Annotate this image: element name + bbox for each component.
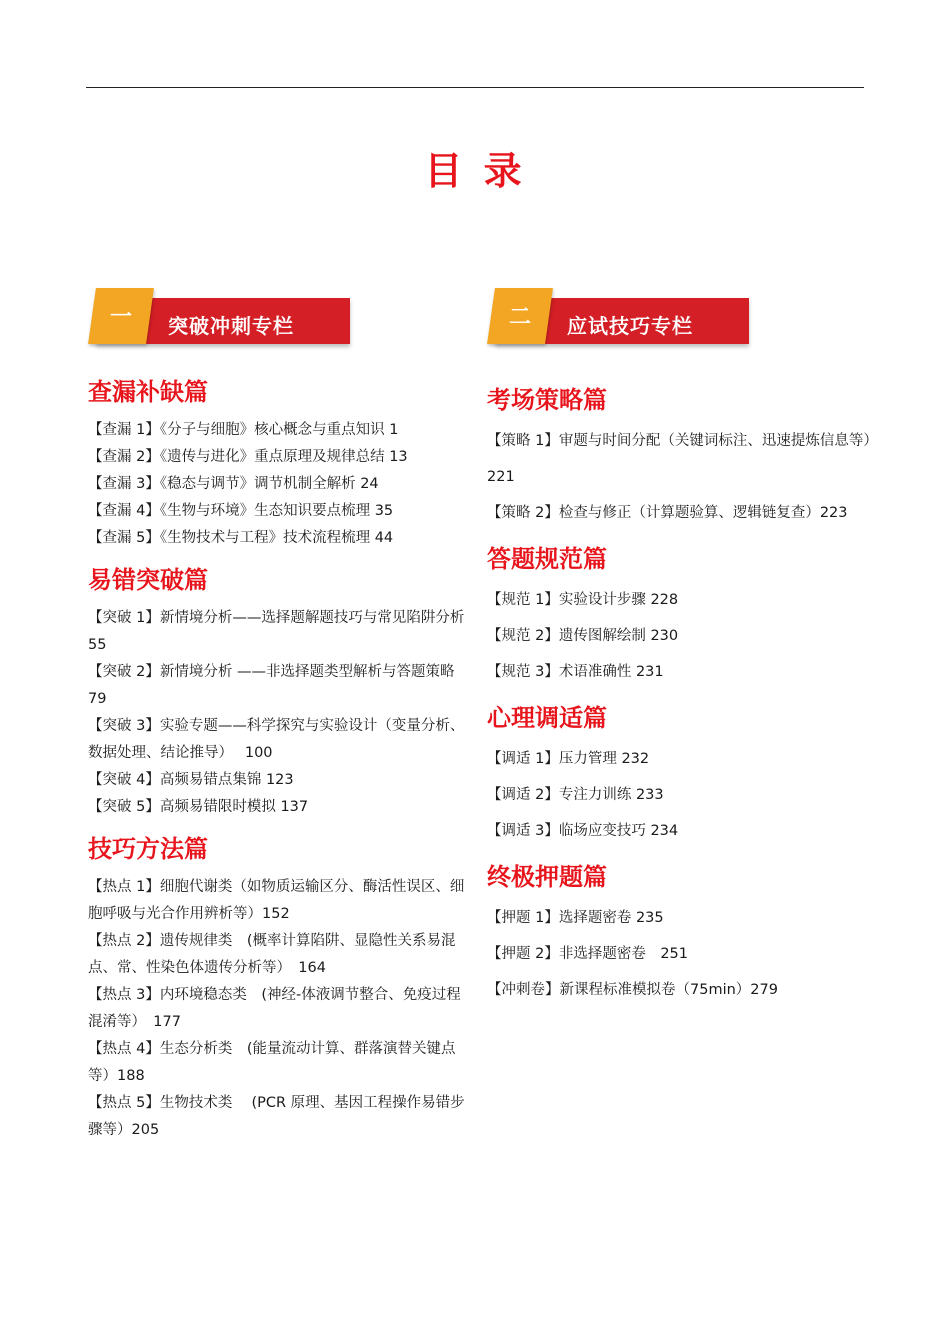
column-banner-1 <box>88 288 350 350</box>
toc-entry[interactable]: 【策略 2】检查与修正（计算题验算、逻辑链复查）223 <box>487 505 848 521</box>
section-heading-kaochang: 考场策略篇 <box>487 386 607 414</box>
section-heading-chalou: 查漏补缺篇 <box>88 378 208 406</box>
top-rule <box>86 87 864 88</box>
toc-entry[interactable]: 【热点 4】生态分析类 (能量流动计算、群落演替关键点等）188 <box>88 1041 456 1084</box>
toc-entry[interactable]: 【策略 1】审题与时间分配（关键词标注、迅速提炼信息等）221 <box>487 433 878 485</box>
toc-entry[interactable]: 【规范 2】遗传图解绘制 230 <box>487 628 679 644</box>
toc-entry[interactable]: 【调适 3】临场应变技巧 234 <box>487 823 679 839</box>
toc-entry[interactable]: 【热点 2】遗传规律类 (概率计算陷阱、显隐性关系易混点、常、性染色体遗传分析等） 164 <box>88 933 456 976</box>
toc-entry[interactable]: 【调适 1】压力管理 232 <box>487 751 650 767</box>
toc-entry[interactable]: 【热点 3】内环境稳态类 (神经-体液调节整合、免疫过程混淆等） 177 <box>88 987 461 1030</box>
page-title: 目 录 <box>424 149 526 193</box>
toc-entry[interactable]: 【突破 1】新情境分析——选择题解题技巧与常见陷阱分析 55 <box>88 610 465 653</box>
banner-label: 突破冲刺专栏 <box>168 314 294 338</box>
toc-entry[interactable]: 【突破 5】高频易错限时模拟 137 <box>88 799 309 815</box>
toc-entry[interactable]: 【规范 1】实验设计步骤 228 <box>487 592 679 608</box>
toc-entry[interactable]: 【冲刺卷】新课程标准模拟卷（75min）279 <box>487 982 778 998</box>
section-heading-xinli: 心理调适篇 <box>487 704 607 732</box>
section-heading-dati: 答题规范篇 <box>487 545 607 573</box>
banner-label: 应试技巧专栏 <box>567 314 693 338</box>
section-heading-yati: 终极押题篇 <box>487 863 607 891</box>
toc-entry[interactable]: 【查漏 1】《分子与细胞》核心概念与重点知识 1 <box>88 422 399 438</box>
column-banner-2 <box>487 288 749 350</box>
toc-entry[interactable]: 【热点 5】生物技术类 (PCR 原理、基因工程操作易错步骤等）205 <box>88 1095 465 1138</box>
section-heading-jiqiao: 技巧方法篇 <box>88 835 208 863</box>
banner-number: 一 <box>109 305 132 330</box>
toc-entry[interactable]: 【查漏 3】《稳态与调节》调节机制全解析 24 <box>88 476 379 492</box>
right-column <box>487 288 882 1008</box>
toc-entry[interactable]: 【突破 3】实验专题——科学探究与实验设计（变量分析、数据处理、结论推导） 100 <box>88 718 465 761</box>
toc-entry[interactable]: 【查漏 2】《遗传与进化》重点原理及规律总结 13 <box>88 449 408 465</box>
section-heading-yicuo: 易错突破篇 <box>88 566 208 594</box>
toc-entry[interactable]: 【热点 1】细胞代谢类（如物质运输区分、酶活性误区、细胞呼吸与光合作用辨析等）152 <box>88 879 465 922</box>
left-column <box>88 288 473 1144</box>
toc-entry[interactable]: 【规范 3】术语准确性 231 <box>487 664 664 680</box>
toc-entry[interactable]: 【押题 1】选择题密卷 235 <box>487 910 664 926</box>
toc-entry[interactable]: 【调适 2】专注力训练 233 <box>487 787 664 803</box>
banner-number: 二 <box>508 305 531 330</box>
toc-entry[interactable]: 【突破 4】高频易错点集锦 123 <box>88 772 294 788</box>
toc-entry[interactable]: 【查漏 5】《生物技术与工程》技术流程梳理 44 <box>88 530 394 546</box>
toc-entry[interactable]: 【押题 2】非选择题密卷 251 <box>487 946 689 962</box>
toc-entry[interactable]: 【查漏 4】《生物与环境》生态知识要点梳理 35 <box>88 503 394 519</box>
toc-entry[interactable]: 【突破 2】新情境分析 ——非选择题类型解析与答题策略 79 <box>88 664 455 707</box>
